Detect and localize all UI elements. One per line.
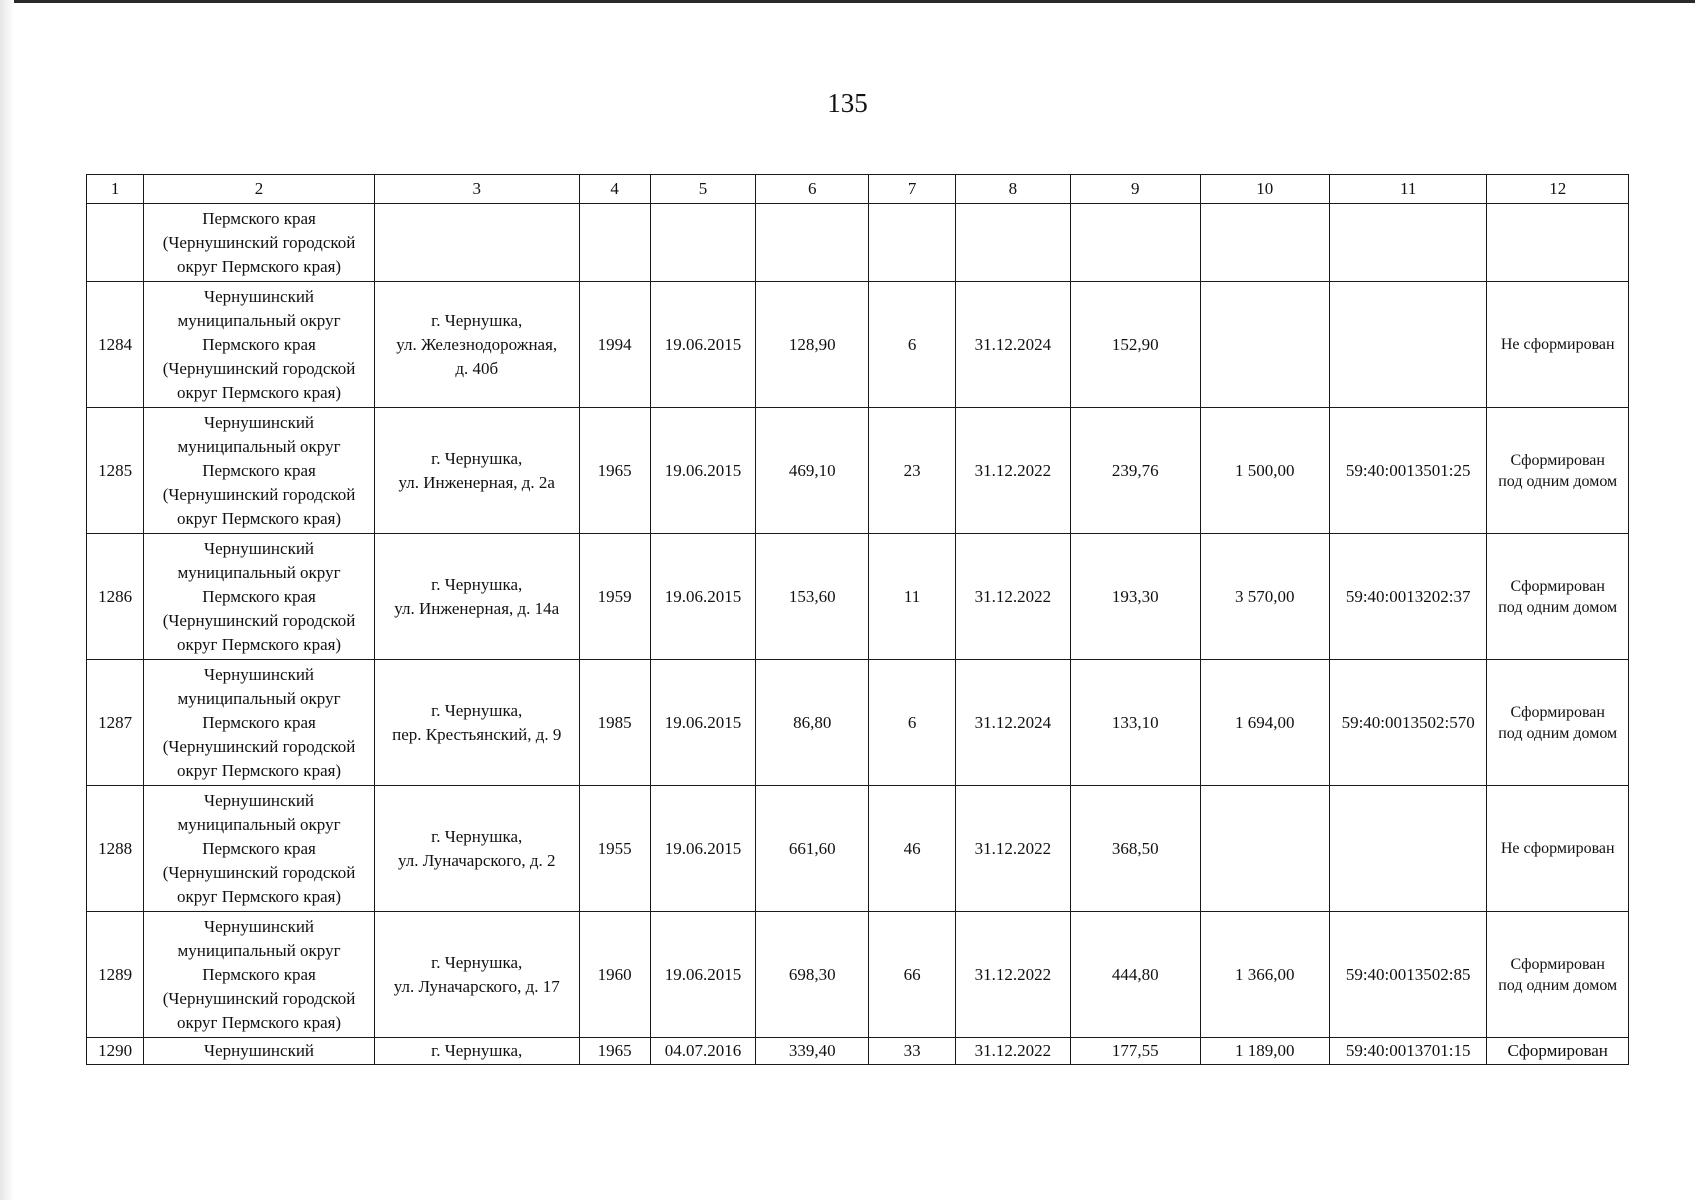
text-line: (Чернушинский городской: [162, 232, 356, 252]
cell-address: [374, 660, 579, 786]
text-line: округ Пермского края): [176, 382, 342, 402]
cell-municipality: [144, 534, 375, 660]
cell-land-area: 1 694,00: [1200, 660, 1329, 786]
cell-municipality: [144, 282, 375, 408]
page-number: 135: [827, 88, 868, 118]
cell-status: [1487, 660, 1629, 786]
text-line: (Чернушинский городской: [162, 736, 356, 756]
text-line: под одним домом: [1498, 472, 1618, 490]
cell-area2: 193,30: [1071, 534, 1200, 660]
text-line: г. Чернушка,: [431, 700, 523, 720]
cell-area: 86,80: [756, 660, 869, 786]
text-line: муниципальный округ: [177, 688, 341, 708]
cell-deadline: 31.12.2024: [955, 660, 1070, 786]
cell-status: [1487, 204, 1629, 282]
column-header: 12: [1487, 175, 1629, 204]
cell-year: 1985: [579, 660, 650, 786]
cell-residents: 11: [869, 534, 955, 660]
text-line: округ Пермского края): [176, 256, 342, 276]
text-line: муниципальный округ: [177, 310, 341, 330]
cell-deadline: 31.12.2022: [955, 786, 1070, 912]
text-line: г. Чернушка,: [431, 952, 523, 972]
text-line: Чернушинский: [204, 790, 315, 810]
text-line: муниципальный округ: [177, 436, 341, 456]
table-row: [87, 408, 1629, 534]
column-header: 10: [1200, 175, 1329, 204]
cell-area: 698,30: [756, 912, 869, 1038]
text-line: Чернушинский: [204, 538, 315, 558]
cell-year: [579, 204, 650, 282]
text-line: под одним домом: [1498, 976, 1618, 994]
cell-year: 1955: [579, 786, 650, 912]
text-line: под одним домом: [1498, 724, 1618, 742]
text-line: ул. Инженерная, д. 2а: [398, 472, 555, 492]
cell-deadline: 31.12.2022: [955, 534, 1070, 660]
cell-deadline: 31.12.2022: [955, 912, 1070, 1038]
column-number-row: [87, 175, 1629, 204]
cell-number: 1289: [87, 912, 144, 1038]
text-line: под одним домом: [1498, 598, 1618, 616]
cell-year: 1959: [579, 534, 650, 660]
text-line: округ Пермского края): [176, 1012, 342, 1032]
cell-year: 1965: [579, 1038, 650, 1065]
cell-status: [1487, 534, 1629, 660]
cell-area2: [1071, 204, 1200, 282]
cell-residents: 6: [869, 282, 955, 408]
text-line: г. Чернушка,: [431, 448, 523, 468]
cell-area2: 368,50: [1071, 786, 1200, 912]
cell-date: 19.06.2015: [650, 534, 755, 660]
cell-date: 19.06.2015: [650, 408, 755, 534]
cell-residents: 46: [869, 786, 955, 912]
cell-address: [374, 786, 579, 912]
cell-municipality: [144, 660, 375, 786]
text-line: ул. Луначарского, д. 17: [393, 976, 560, 996]
cell-year: 1965: [579, 408, 650, 534]
cell-municipality: [144, 408, 375, 534]
cell-status: [1487, 408, 1629, 534]
table-row: [87, 912, 1629, 1038]
cell-deadline: 31.12.2022: [955, 408, 1070, 534]
text-line: Пермского края: [202, 586, 316, 606]
cell-address: [374, 282, 579, 408]
column-header: 5: [650, 175, 755, 204]
cell-cadastral: 59:40:0013502:85: [1329, 912, 1487, 1038]
column-header: 6: [756, 175, 869, 204]
cell-area2: 444,80: [1071, 912, 1200, 1038]
column-header: 4: [579, 175, 650, 204]
cell-municipality: [144, 1038, 375, 1065]
cell-land-area: 1 189,00: [1200, 1038, 1329, 1065]
cell-number: 1287: [87, 660, 144, 786]
cell-residents: 23: [869, 408, 955, 534]
cell-cadastral: 59:40:0013202:37: [1329, 534, 1487, 660]
column-header: 1: [87, 175, 144, 204]
column-header: 8: [955, 175, 1070, 204]
text-line: ул. Луначарского, д. 2: [397, 850, 556, 870]
cell-land-area: 1 500,00: [1200, 408, 1329, 534]
cell-year: 1960: [579, 912, 650, 1038]
text-line: округ Пермского края): [176, 886, 342, 906]
column-header: 3: [374, 175, 579, 204]
cell-land-area: [1200, 282, 1329, 408]
table-row: [87, 282, 1629, 408]
text-line: д. 40б: [455, 358, 499, 378]
text-line: г. Чернушка,: [431, 574, 523, 594]
text-line: округ Пермского края): [176, 760, 342, 780]
text-line: муниципальный округ: [177, 562, 341, 582]
cell-cadastral: [1329, 282, 1487, 408]
scan-left-shadow: [0, 0, 14, 1200]
cell-area2: 239,76: [1071, 408, 1200, 534]
text-line: Чернушинский: [204, 412, 315, 432]
column-header: 2: [144, 175, 375, 204]
text-line: (Чернушинский городской: [162, 358, 356, 378]
cell-cadastral: [1329, 204, 1487, 282]
text-line: Сформирован: [1510, 577, 1605, 595]
cell-deadline: [955, 204, 1070, 282]
text-line: округ Пермского края): [176, 508, 342, 528]
cell-deadline: 31.12.2024: [955, 282, 1070, 408]
column-header: 11: [1329, 175, 1487, 204]
text-line: Сформирован: [1510, 955, 1605, 973]
table-row: [87, 660, 1629, 786]
cell-municipality: [144, 204, 375, 282]
cell-date: 04.07.2016: [650, 1038, 755, 1065]
cell-date: 19.06.2015: [650, 786, 755, 912]
cell-cadastral: 59:40:0013502:570: [1329, 660, 1487, 786]
text-line: пер. Крестьянский, д. 9: [392, 724, 562, 744]
continuation-row: [87, 204, 1629, 282]
cell-status: [1487, 912, 1629, 1038]
text-line: Чернушинский: [204, 664, 315, 684]
text-line: Пермского края: [202, 712, 316, 732]
text-line: Сформирован: [1510, 703, 1605, 721]
cell-residents: [869, 204, 955, 282]
cell-address: [374, 204, 579, 282]
text-line: ул. Железнодорожная,: [396, 334, 558, 354]
text-line: округ Пермского края): [176, 634, 342, 654]
table-row: [87, 534, 1629, 660]
text-line: Пермского края: [202, 964, 316, 984]
table-row: [87, 786, 1629, 912]
cell-land-area: 3 570,00: [1200, 534, 1329, 660]
text-line: Пермского края: [202, 334, 316, 354]
text-line: Пермского края: [202, 838, 316, 858]
cell-number: [87, 204, 144, 282]
cell-land-area: [1200, 204, 1329, 282]
cell-address: [374, 408, 579, 534]
cell-number: 1290: [87, 1038, 144, 1065]
cell-land-area: [1200, 786, 1329, 912]
text-line: (Чернушинский городской: [162, 862, 356, 882]
cell-cadastral: 59:40:0013501:25: [1329, 408, 1487, 534]
cell-date: [650, 204, 755, 282]
table-row: [87, 1038, 1629, 1065]
cell-cadastral: 59:40:0013701:15: [1329, 1038, 1487, 1065]
cell-status: [1487, 282, 1629, 408]
cell-address: [374, 1038, 579, 1065]
cell-municipality: [144, 786, 375, 912]
text-line: ул. Инженерная, д. 14а: [394, 598, 560, 618]
text-line: муниципальный округ: [177, 940, 341, 960]
cell-land-area: 1 366,00: [1200, 912, 1329, 1038]
cell-area: 469,10: [756, 408, 869, 534]
cell-area: 128,90: [756, 282, 869, 408]
text-line: Чернушинский: [204, 286, 315, 306]
text-line: г. Чернушка,: [431, 1041, 523, 1060]
text-line: Чернушинский: [204, 1041, 315, 1060]
text-line: Сформирован: [1510, 451, 1605, 469]
text-line: (Чернушинский городской: [162, 988, 356, 1008]
cell-number: 1286: [87, 534, 144, 660]
text-line: (Чернушинский городской: [162, 484, 356, 504]
cell-area: 153,60: [756, 534, 869, 660]
text-line: Не сформирован: [1500, 840, 1615, 857]
cell-area2: 133,10: [1071, 660, 1200, 786]
text-line: Пермского края: [202, 208, 316, 228]
cell-year: 1994: [579, 282, 650, 408]
text-line: Не сформирован: [1500, 336, 1615, 353]
cell-residents: 33: [869, 1038, 955, 1065]
cell-municipality: [144, 912, 375, 1038]
cell-deadline: 31.12.2022: [955, 1038, 1070, 1065]
column-header: 7: [869, 175, 955, 204]
cell-number: 1288: [87, 786, 144, 912]
cell-area2: 152,90: [1071, 282, 1200, 408]
cell-address: [374, 912, 579, 1038]
cell-area: 661,60: [756, 786, 869, 912]
text-line: Чернушинский: [204, 916, 315, 936]
cell-cadastral: [1329, 786, 1487, 912]
cell-number: 1284: [87, 282, 144, 408]
cell-date: 19.06.2015: [650, 282, 755, 408]
cell-number: 1285: [87, 408, 144, 534]
cell-address: [374, 534, 579, 660]
text-line: г. Чернушка,: [431, 826, 523, 846]
cell-status: [1487, 1038, 1629, 1065]
cell-area: [756, 204, 869, 282]
cell-area: 339,40: [756, 1038, 869, 1065]
text-line: Пермского края: [202, 460, 316, 480]
text-line: муниципальный округ: [177, 814, 341, 834]
cell-date: 19.06.2015: [650, 912, 755, 1038]
cell-residents: 66: [869, 912, 955, 1038]
housing-register-table: [86, 174, 1629, 1065]
cell-date: 19.06.2015: [650, 660, 755, 786]
cell-area2: 177,55: [1071, 1038, 1200, 1065]
text-line: Сформирован: [1507, 1041, 1608, 1060]
cell-residents: 6: [869, 660, 955, 786]
scan-top-edge: [0, 0, 1695, 3]
cell-status: [1487, 786, 1629, 912]
text-line: г. Чернушка,: [431, 310, 523, 330]
text-line: (Чернушинский городской: [162, 610, 356, 630]
column-header: 9: [1071, 175, 1200, 204]
